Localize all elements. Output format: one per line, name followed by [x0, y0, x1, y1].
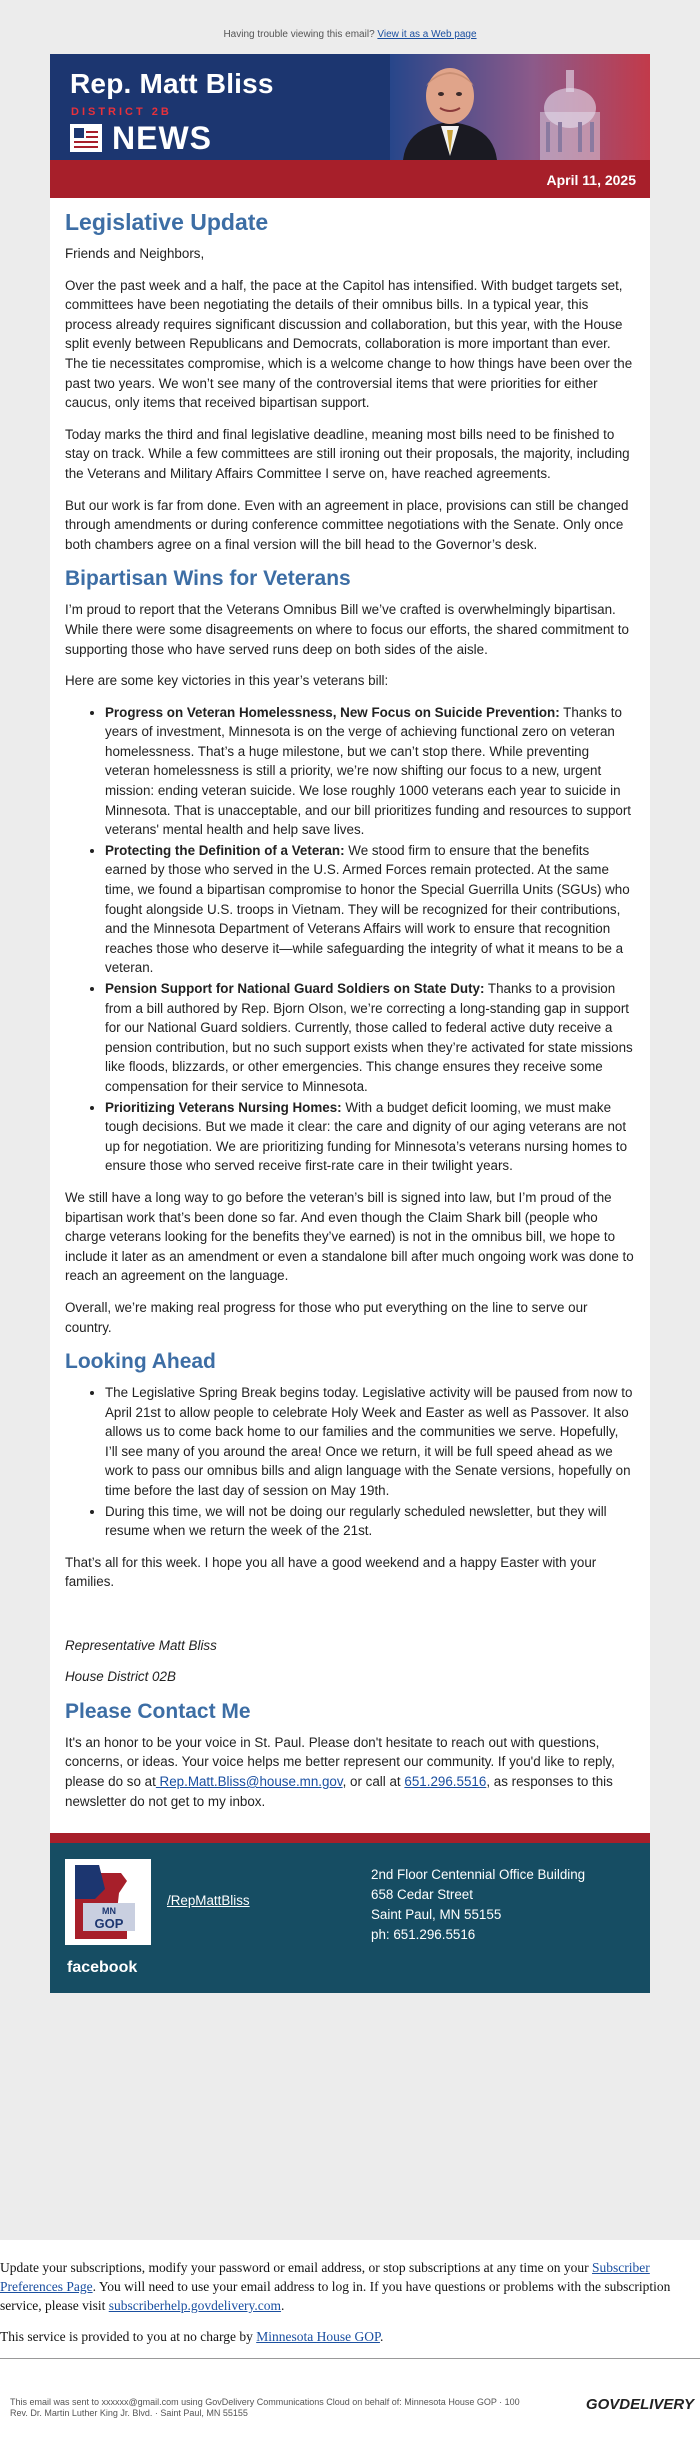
office-address: [371, 1865, 585, 1945]
govdelivery-logo[interactable]: GOVDELIVERY: [585, 2396, 694, 2413]
facebook-wordmark[interactable]: facebook: [67, 1959, 138, 1977]
contact-text: It's an honor to be your voice in St. Paul. Please don't hesitate to reach out with questions, concerns, or ideas. Your voice helps me better represent our community. If you'd like to reply, please do so at: [65, 1734, 615, 1789]
list-item: • The Legislative Spring Break begins today. Legislative activity will be paused from now to April 21st to allow people to celebrate Holy Week and Easter as well as Passover. It also allows us to come back home to our families and the communities we serve. Hopefully, I’ll see many of you around the area! Once we return, it will be full speed ahead as we work to pass our omnibus bills and align language with the Senate versions, hopefully on time before the last day of session on May 19th.: [105, 1383, 634, 1501]
item-title: Prioritizing Veterans Nursing Homes:: [105, 1099, 342, 1115]
subscription-fine-print: [0, 2240, 700, 2346]
issue-date: April 11, 2025: [546, 172, 636, 188]
victories-list: [65, 703, 634, 1176]
item-title: Progress on Veteran Homelessness, New Focus on Suicide Prevention:: [105, 704, 560, 720]
preferences-paragraph: [0, 2258, 700, 2315]
list-item: [105, 1098, 634, 1176]
page-title: Legislative Update: [65, 209, 269, 235]
top-note: [0, 0, 700, 50]
address-line: Saint Paul, MN 55155: [371, 1907, 502, 1923]
intro-paragraph: Over the past week and a half, the pace at the Capitol has intensified. With budget targets set, committees have been negotiating the details of their omnibus bills. In a typical year, this process already requires significant discussion and collaboration, but this year, with the House split evenly between Republicans and Democrats, collaboration is more important than ever. The tie necessitates compromise, which is a welcome change to how things have been over the past two years. We won’t see many of the controversial items that were priorities for either caucus, only items that received bipartisan support.: [65, 277, 633, 411]
house-gop-logo[interactable]: [65, 1859, 151, 1945]
email-link[interactable]: Rep.Matt.Bliss@house.mn.gov: [155, 1774, 343, 1789]
closing-paragraph: That’s all for this week. I hope you all have a good weekend and a happy Easter with your families.: [65, 1554, 597, 1590]
service-paragraph: [0, 2327, 700, 2346]
view-web-link[interactable]: View it as a Web page: [377, 29, 477, 40]
newsletter-card: [50, 54, 650, 1993]
flag-icon: [70, 124, 102, 152]
item-title: Pension Support for National Guard Soldiers on State Duty:: [105, 981, 485, 996]
fine-text: .: [281, 2298, 285, 2313]
capitol-dome-icon: [530, 62, 610, 160]
item-title: Protecting the Definition of a Veteran:: [105, 842, 345, 858]
contact-paragraph: [65, 1733, 634, 1811]
signature-district: House District 02B: [65, 1669, 176, 1685]
intro-paragraph: Today marks the third and final legislative deadline, meaning most bills need to be finished to stay on track. While a few committees are still ironing out their proposals, the majority, including the Veterans and Military Affairs Committee I serve on, have reached agreements.: [65, 426, 630, 481]
signature-name: Representative Matt Bliss: [65, 1637, 217, 1653]
phone-link[interactable]: 651.296.5516: [404, 1774, 487, 1789]
address-line: 2nd Floor Centennial Office Building: [371, 1867, 586, 1883]
house-gop-link[interactable]: Minnesota House GOP: [256, 2329, 380, 2344]
item-text: We stood firm to ensure that the benefits earned by those who served in the U.S. Armed Forces remain protected. At the same time, we found a bipartisan compromise to honor the Special Guerrilla Units (SGUs) who fought alongside U.S. troops in Vietnam. They will be recognized for their contributions, and the Minnesota Department of Veterans Affairs will work to ensure that recognition reaches those who deserve it—while safeguarding the integrity of what it means to be a veteran.: [105, 842, 630, 976]
looking-ahead-list: [65, 1383, 634, 1541]
header-banner: [50, 54, 650, 160]
footer-band: [50, 1833, 650, 1993]
fine-text: Update your subscriptions, modify your password or email address, or stop subscriptions at any time on your: [0, 2260, 589, 2275]
item-text: With a budget deficit looming, we must make tough decisions. But we made it clear: the care and dignity of our aging veterans are not up for negotiation. We are prioritizing funding for Minnesota’s veterans nursing homes to ensure those who served receive first-rate care in their twilight years.: [105, 1099, 628, 1174]
section-paragraph: I’m proud to report that the Veterans Omnibus Bill we’ve crafted is overwhelmingly bipartisan. While there were some disagreements on where to focus our efforts, the shared commitment to supporting those who have served runs deep on both sides of the aisle.: [65, 602, 629, 657]
section-paragraph: Overall, we’re making real progress for those who put everything on the line to serve our country.: [65, 1299, 588, 1335]
address-phone: ph: 651.296.5516: [371, 1927, 476, 1943]
legal-line: Rev. Dr. Martin Luther King Jr. Blvd. · Saint Paul, MN 55155: [10, 2408, 248, 2418]
section-heading-looking-ahead: Looking Ahead: [65, 1350, 216, 1374]
date-bar: [50, 160, 650, 198]
address-line: 658 Cedar Street: [371, 1887, 473, 1903]
banner-name: Rep. Matt Bliss: [70, 68, 274, 99]
subscriber-help-link[interactable]: subscriberhelp.govdelivery.com: [108, 2298, 282, 2313]
item-text: Thanks to a provision from a bill authored by Rep. Bjorn Olson, we’re correcting a long-standing gap in support for our National Guard soldiers. Currently, those called to federal active duty receive a pension contribution, but no such support exists when they’re activated for state missions like floods, blizzards, or other emergencies. This change ensures they receive some compensation for their service to Minnesota.: [105, 981, 633, 1094]
item-text: Thanks to years of investment, Minnesota is on the verge of achieving functional zero on veteran homelessness. That’s a huge milestone, but we can’t stop there. While preventing veteran homelessness is still a priority, we’re now shifting our focus to a new, urgent mission: ending veteran suicide. We lose roughly 1000 veterans each year to suicide in Minnesota. That is unacceptable, and our bill prioritizes funding and resources to support veterans' mental health and help save lives.: [105, 704, 632, 838]
intro-paragraph: But our work is far from done. Even with an agreement in place, provisions can still be changed through amendments or during conference committee negotiations with the Senate. Only once both chambers agree on a final version will the bill head to the Governor’s desk.: [65, 497, 629, 552]
greeting: Friends and Neighbors,: [65, 246, 205, 261]
list-item: [105, 703, 634, 840]
logo-text-mn: MN: [102, 1906, 116, 1917]
fine-text: .: [379, 2329, 384, 2344]
legal-line: This email was sent to xxxxxx@gmail.com using GovDelivery Communications Cloud on behalf of: Minnesota House GOP · 100: [10, 2397, 520, 2407]
newsletter-body: [50, 198, 650, 1811]
subscriber-preferences-link[interactable]: Subscriber Preferences Page: [0, 2260, 650, 2294]
facebook-handle-link[interactable]: /RepMattBliss: [167, 1893, 250, 1909]
legal-footer: [0, 2359, 700, 2419]
section-heading-contact: Please Contact Me: [65, 1699, 251, 1723]
banner-news: NEWS: [112, 120, 212, 156]
list-item: • During this time, we will not be doing our regularly scheduled newsletter, but they will resume when we return the week of the 21st.: [105, 1502, 634, 1541]
portrait-photo: [395, 56, 505, 160]
spacer: [65, 1604, 634, 1624]
list-item: [105, 841, 634, 978]
fine-text: . You will need to use your email address to log in. If you have questions or problems with the subscription service, please visit: [0, 2279, 671, 2313]
section-paragraph: We still have a long way to go before the veteran’s bill is signed into law, but I’m proud of the bipartisan work that’s been done so far. And even though the Claim Shark bill (people who charge veterans looking for the benefits they’ve earned) is not in the omnibus bill, we hope to include it later as an amendment or even a standalone bill after much ongoing work was done to reach an agreement on the language.: [65, 1189, 634, 1284]
minnesota-map-icon: [65, 1859, 151, 1945]
logo-text-gop: GOP: [94, 1916, 124, 1932]
list-item: [105, 979, 634, 1097]
fine-text: This service is provided to you at no charge by: [0, 2329, 253, 2344]
top-note-text: Having trouble viewing this email?: [223, 29, 375, 40]
signature: [65, 1636, 634, 1687]
section-heading-veterans: Bipartisan Wins for Veterans: [65, 567, 351, 591]
contact-text: , as responses to this newsletter do not get to my inbox.: [65, 1774, 613, 1809]
section-paragraph: Here are some key victories in this year’s veterans bill:: [65, 673, 389, 689]
contact-text: , or call at: [342, 1774, 401, 1789]
banner-district: DISTRICT 2B: [71, 106, 172, 118]
